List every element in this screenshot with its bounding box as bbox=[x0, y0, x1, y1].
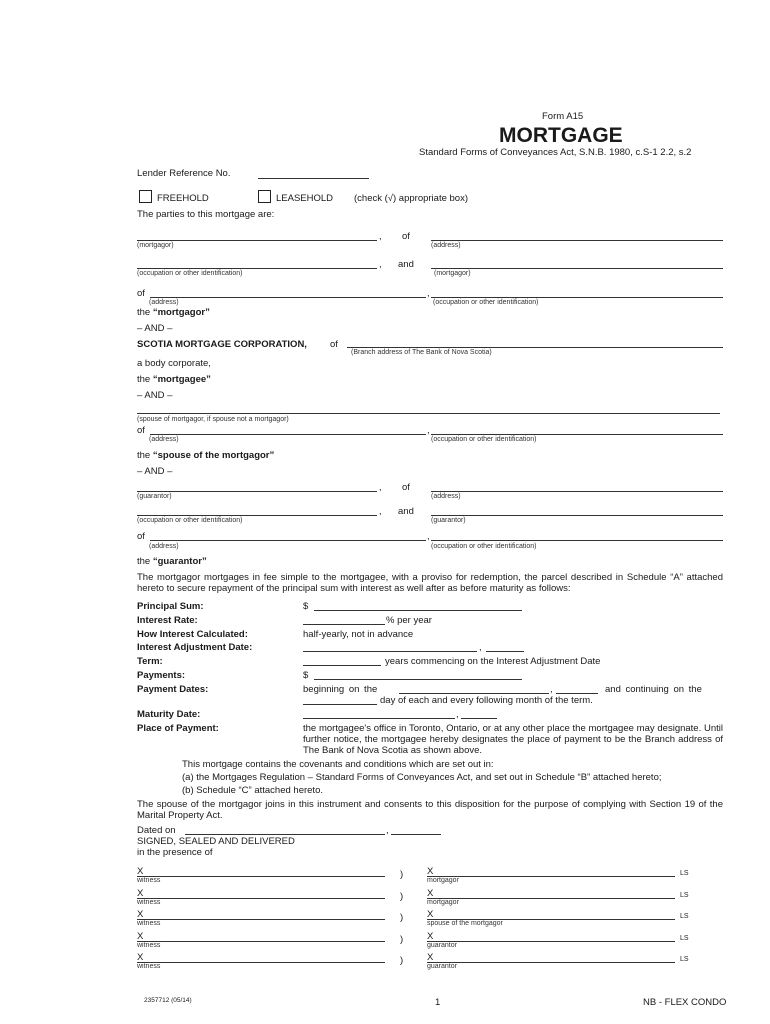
interest-rate-label: Interest Rate: bbox=[137, 615, 198, 626]
witness-x-mark: X bbox=[137, 952, 144, 963]
bracket: ) bbox=[400, 912, 404, 923]
signer-signature-field[interactable] bbox=[427, 962, 675, 963]
comma: , bbox=[427, 425, 430, 436]
interest-rate-unit: % per year bbox=[386, 615, 432, 626]
lender-reference-field[interactable] bbox=[258, 178, 369, 179]
ls-seal-mark: LS bbox=[680, 870, 689, 877]
signer-x-mark: X bbox=[427, 866, 434, 877]
spouse-occupation-field[interactable] bbox=[431, 434, 723, 435]
witness-caption: witness bbox=[137, 942, 161, 949]
term-label: Term: bbox=[137, 656, 163, 667]
witness-x-mark: X bbox=[137, 866, 144, 877]
covenant-a: (a) the Mortgages Regulation – Standard Forms of Conveyances Act, and set out in Schedule “B” attached hereto; bbox=[182, 772, 662, 783]
body-corporate: a body corporate, bbox=[137, 358, 211, 369]
interest-calc-value: half-yearly, not in advance bbox=[303, 629, 414, 640]
witness-caption: witness bbox=[137, 899, 161, 906]
address-field-2[interactable] bbox=[150, 297, 426, 298]
covenants-intro: This mortgage contains the covenants and conditions which are set out in: bbox=[182, 759, 494, 770]
guarantor-term: “guarantor” bbox=[152, 556, 207, 567]
signer-caption: guarantor bbox=[427, 942, 457, 949]
guarantor-caption: (guarantor) bbox=[431, 517, 466, 524]
fee-simple-paragraph: The mortgagor mortgages in fee simple to the mortgagee, with a proviso for redemption, the parcel described in Schedule “A” attached hereto to secure repayment of the principal sum with interest as well after as before maturity as follows: bbox=[137, 572, 723, 594]
comma: , bbox=[479, 642, 482, 653]
the-guarantor bbox=[137, 556, 207, 567]
address-caption: (address) bbox=[149, 436, 179, 443]
spouse-address-field[interactable] bbox=[150, 434, 426, 435]
spouse-joins-paragraph: The spouse of the mortgagor joins in this instrument and consents to this disposition for the purpose of complying with Section 19 of the Marital Property Act. bbox=[137, 799, 723, 821]
and-text: and bbox=[398, 259, 414, 270]
comma: , bbox=[456, 709, 459, 720]
covenant-b: (b) Schedule “C” attached hereto. bbox=[182, 785, 323, 796]
comma: , bbox=[379, 259, 382, 270]
payment-dates-continuing: and continuing on the bbox=[605, 684, 702, 695]
form-number: Form A15 bbox=[542, 111, 584, 122]
occupation-caption: (occupation or other identification) bbox=[137, 517, 243, 524]
signer-signature-field[interactable] bbox=[427, 876, 675, 877]
guarantor-field-2[interactable] bbox=[431, 515, 723, 516]
guarantor-occupation-field-2[interactable] bbox=[431, 540, 723, 541]
witness-signature-field[interactable] bbox=[137, 962, 385, 963]
dated-year-field[interactable] bbox=[391, 834, 441, 835]
of-text: of bbox=[402, 482, 410, 493]
and-separator: – AND – bbox=[137, 390, 173, 401]
page-number: 1 bbox=[435, 997, 441, 1008]
the-word: the bbox=[137, 556, 153, 567]
signer-x-mark: X bbox=[427, 952, 434, 963]
guarantor-caption: (guarantor) bbox=[137, 493, 172, 500]
witness-signature-field[interactable] bbox=[137, 876, 385, 877]
the-word: the bbox=[137, 374, 153, 385]
signer-x-mark: X bbox=[427, 909, 434, 920]
signer-caption: mortgagor bbox=[427, 877, 459, 884]
comma: , bbox=[386, 825, 389, 836]
payment-dates-line2: day of each and every following month of the term. bbox=[380, 695, 593, 706]
signer-x-mark: X bbox=[427, 888, 434, 899]
spouse-caption: (spouse of mortgagor, if spouse not a mortgagor) bbox=[137, 416, 289, 423]
mortgagor-term: “mortgagor” bbox=[152, 307, 210, 318]
and-text: and bbox=[398, 506, 414, 517]
branch-address-caption: (Branch address of The Bank of Nova Scotia) bbox=[351, 349, 492, 356]
signer-x-mark: X bbox=[427, 931, 434, 942]
and-separator: – AND – bbox=[137, 466, 173, 477]
address-caption: (address) bbox=[149, 299, 179, 306]
payment-dates-label: Payment Dates: bbox=[137, 684, 209, 695]
principal-sum-label: Principal Sum: bbox=[137, 601, 204, 612]
check-note: (check (√) appropriate box) bbox=[354, 193, 468, 204]
document-title: MORTGAGE bbox=[499, 124, 623, 147]
lender-reference-label: Lender Reference No. bbox=[137, 168, 231, 179]
dated-on-field[interactable] bbox=[185, 834, 385, 835]
spouse-field[interactable] bbox=[137, 413, 720, 414]
witness-signature-field[interactable] bbox=[137, 941, 385, 942]
freehold-checkbox[interactable] bbox=[139, 190, 152, 203]
comma: , bbox=[550, 684, 553, 695]
payments-label: Payments: bbox=[137, 670, 186, 681]
guarantor-address-field[interactable] bbox=[431, 491, 723, 492]
leasehold-checkbox[interactable] bbox=[258, 190, 271, 203]
occupation-field-1[interactable] bbox=[137, 268, 377, 269]
payment-begin-date-field[interactable] bbox=[399, 693, 549, 694]
spouse-term: “spouse of the mortgagor” bbox=[152, 450, 275, 461]
guarantor-address-field-2[interactable] bbox=[150, 540, 426, 541]
maturity-date-label: Maturity Date: bbox=[137, 709, 201, 720]
form-code: 2357712 (05/14) bbox=[144, 997, 192, 1004]
the-word: the bbox=[137, 307, 153, 318]
ls-seal-mark: LS bbox=[680, 913, 689, 920]
act-reference: Standard Forms of Conveyances Act, S.N.B. 1980, c.S-1 2.2, s.2 bbox=[419, 147, 692, 158]
mortgagee-name: SCOTIA MORTGAGE CORPORATION, bbox=[137, 339, 307, 350]
adjustment-date-field[interactable] bbox=[303, 651, 477, 652]
payment-day-field[interactable] bbox=[303, 704, 377, 705]
principal-sum-field[interactable] bbox=[314, 610, 522, 611]
ls-seal-mark: LS bbox=[680, 956, 689, 963]
address-caption: (address) bbox=[149, 543, 179, 550]
signer-caption: mortgagor bbox=[427, 899, 459, 906]
signer-signature-field[interactable] bbox=[427, 898, 675, 899]
mortgagor-field-1[interactable] bbox=[137, 240, 377, 241]
witness-caption: witness bbox=[137, 920, 161, 927]
comma: , bbox=[427, 531, 430, 542]
guarantor-field-1[interactable] bbox=[137, 491, 377, 492]
of-text: of bbox=[137, 531, 145, 542]
adjustment-date-label: Interest Adjustment Date: bbox=[137, 642, 253, 653]
signer-caption: guarantor bbox=[427, 963, 457, 970]
interest-calc-label: How Interest Calculated: bbox=[137, 629, 248, 640]
term-value: years commencing on the Interest Adjustment Date bbox=[385, 656, 601, 667]
payment-dates-beginning: beginning on the bbox=[303, 684, 378, 695]
of-text: of bbox=[402, 231, 410, 242]
bracket: ) bbox=[400, 869, 404, 880]
mortgagee-term: “mortgagee” bbox=[152, 374, 211, 385]
witness-signature-field[interactable] bbox=[137, 919, 385, 920]
principal-currency: $ bbox=[303, 601, 309, 612]
maturity-date-field[interactable] bbox=[303, 718, 455, 719]
occupation-caption: (occupation or other identification) bbox=[431, 436, 537, 443]
of-text: of bbox=[330, 339, 338, 350]
form-variant: NB - FLEX CONDO bbox=[643, 997, 727, 1008]
of-text: of bbox=[137, 288, 145, 299]
place-of-payment-label: Place of Payment: bbox=[137, 723, 219, 734]
signed-sealed-delivered: SIGNED, SEALED AND DELIVERED bbox=[137, 836, 295, 847]
comma: , bbox=[379, 506, 382, 517]
witness-signature-field[interactable] bbox=[137, 898, 385, 899]
adjustment-year-field[interactable] bbox=[486, 651, 524, 652]
the-spouse bbox=[137, 450, 274, 461]
ls-seal-mark: LS bbox=[680, 892, 689, 899]
in-the-presence-of: in the presence of bbox=[137, 847, 213, 858]
occupation-caption: (occupation or other identification) bbox=[431, 543, 537, 550]
comma: , bbox=[427, 288, 430, 299]
bracket: ) bbox=[400, 955, 404, 966]
place-of-payment-value: the mortgagee's office in Toronto, Ontario, or at any other place the mortgagee may designate. Until further notice, the mortgagee hereby designates the place of payment to be the Branch address of The Bank of Nova Scotia as shown above. bbox=[303, 723, 723, 756]
branch-address-field[interactable] bbox=[347, 347, 723, 348]
address-field-1[interactable] bbox=[431, 240, 723, 241]
mortgagor-caption: (mortgagor) bbox=[137, 242, 174, 249]
address-caption: (address) bbox=[431, 242, 461, 249]
witness-caption: witness bbox=[137, 963, 161, 970]
freehold-label: FREEHOLD bbox=[157, 193, 209, 204]
of-text: of bbox=[137, 425, 145, 436]
occupation-caption: (occupation or other identification) bbox=[433, 299, 539, 306]
comma: , bbox=[379, 231, 382, 242]
the-mortgagee bbox=[137, 374, 211, 385]
payments-field[interactable] bbox=[314, 679, 522, 680]
address-caption: (address) bbox=[431, 493, 461, 500]
payment-begin-year-field[interactable] bbox=[556, 693, 598, 694]
signer-caption: spouse of the mortgagor bbox=[427, 920, 503, 927]
bracket: ) bbox=[400, 934, 404, 945]
witness-x-mark: X bbox=[137, 888, 144, 899]
maturity-year-field[interactable] bbox=[461, 718, 497, 719]
mortgagor-field-2[interactable] bbox=[431, 268, 723, 269]
ls-seal-mark: LS bbox=[680, 935, 689, 942]
witness-caption: witness bbox=[137, 877, 161, 884]
bracket: ) bbox=[400, 891, 404, 902]
witness-x-mark: X bbox=[137, 909, 144, 920]
parties-intro: The parties to this mortgage are: bbox=[137, 209, 275, 220]
comma: , bbox=[379, 482, 382, 493]
guarantor-occupation-field[interactable] bbox=[137, 515, 377, 516]
witness-x-mark: X bbox=[137, 931, 144, 942]
leasehold-label: LEASEHOLD bbox=[276, 193, 334, 204]
interest-rate-field[interactable] bbox=[303, 624, 385, 625]
mortgagor-caption: (mortgagor) bbox=[434, 270, 471, 277]
the-mortgagor bbox=[137, 307, 210, 318]
the-word: the bbox=[137, 450, 153, 461]
term-field[interactable] bbox=[303, 665, 381, 666]
occupation-caption: (occupation or other identification) bbox=[137, 270, 243, 277]
signer-signature-field[interactable] bbox=[427, 941, 675, 942]
dated-on-label: Dated on bbox=[137, 825, 176, 836]
and-separator: – AND – bbox=[137, 323, 173, 334]
occupation-field-2[interactable] bbox=[431, 297, 723, 298]
payments-currency: $ bbox=[303, 670, 309, 681]
